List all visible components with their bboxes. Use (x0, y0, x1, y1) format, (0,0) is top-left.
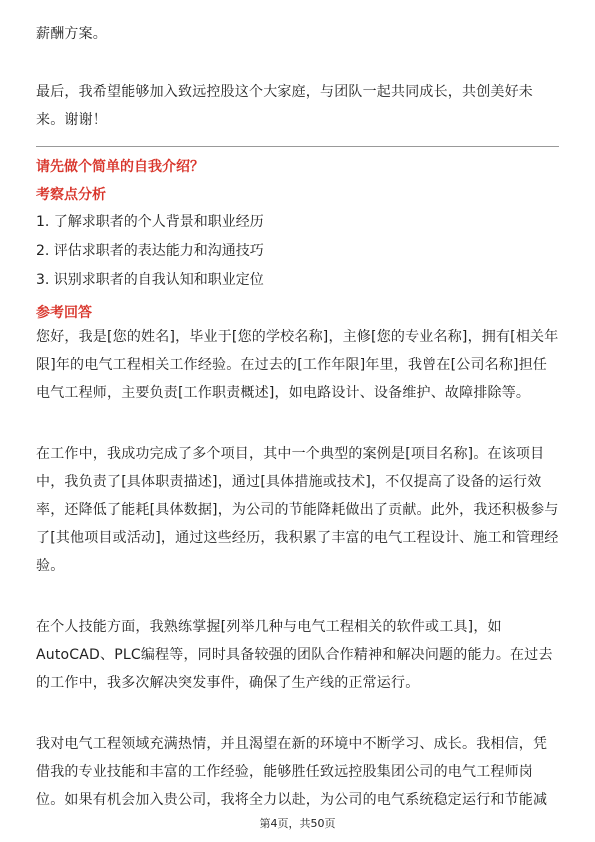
answer-paragraph-3: 在个人技能方面，我熟练掌握[列举几种与电气工程相关的软件或工具]，如AutoCAD、PLC编程等，同时具备较强的团队合作精神和解决问题的能力。在过去的工作中，我多次解决突发事件，确保了生产线的正常运行。 (36, 619, 553, 691)
paragraph-salary-plan: 薪酬方案。 (36, 26, 107, 42)
analysis-heading: 考察点分析 (36, 187, 106, 203)
analysis-point-1: 1. 了解求职者的个人背景和职业经历 (36, 214, 264, 230)
question-title: 请先做个简单的自我介绍？ (36, 159, 204, 175)
page-number: 第4页，共50页 (259, 817, 336, 830)
analysis-point-3: 3. 识别求职者的自我认知和职业定位 (36, 272, 264, 288)
answer-heading: 参考回答 (36, 305, 92, 321)
answer-paragraph-1: 您好，我是[您的姓名]，毕业于[您的学校名称]，主修[您的专业名称]，拥有[相关年限]年的电气工程相关工作经验。在过去的[工作年限]年里，我曾在[公司名称]担任电气工程师，主要负责[工作职责概述]，如电路设计、设备维护、故障排除等。 (36, 329, 559, 401)
answer-paragraph-4: 我对电气工程领域充满热情，并且渴望在新的环境中不断学习、成长。我相信，凭借我的专业技能和丰富的工作经验，能够胜任致远控股集团公司的电气工程师岗位。如果有机会加入贵公司，我将全力以赴，为公司的电气系统稳定运行和节能减 (36, 736, 548, 808)
paragraph-closing: 最后，我希望能够加入致远控股这个大家庭，与团队一起共同成长，共创美好未来。谢谢！ (36, 84, 533, 128)
answer-paragraph-2: 在工作中，我成功完成了多个项目，其中一个典型的案例是[项目名称]。在该项目中，我负责了[具体职责描述]，通过[具体措施或技术]，不仅提高了设备的运行效率，还降低了能耗[具体数据]，为公司的节能降耗做出了贡献。此外，我还积极参与了[其他项目或活动]，通过这些经历，我积累了丰富的电气工程设计、施工和管理经验。 (36, 446, 559, 574)
section-divider (36, 146, 559, 147)
analysis-point-2: 2. 评估求职者的表达能力和沟通技巧 (36, 243, 264, 259)
